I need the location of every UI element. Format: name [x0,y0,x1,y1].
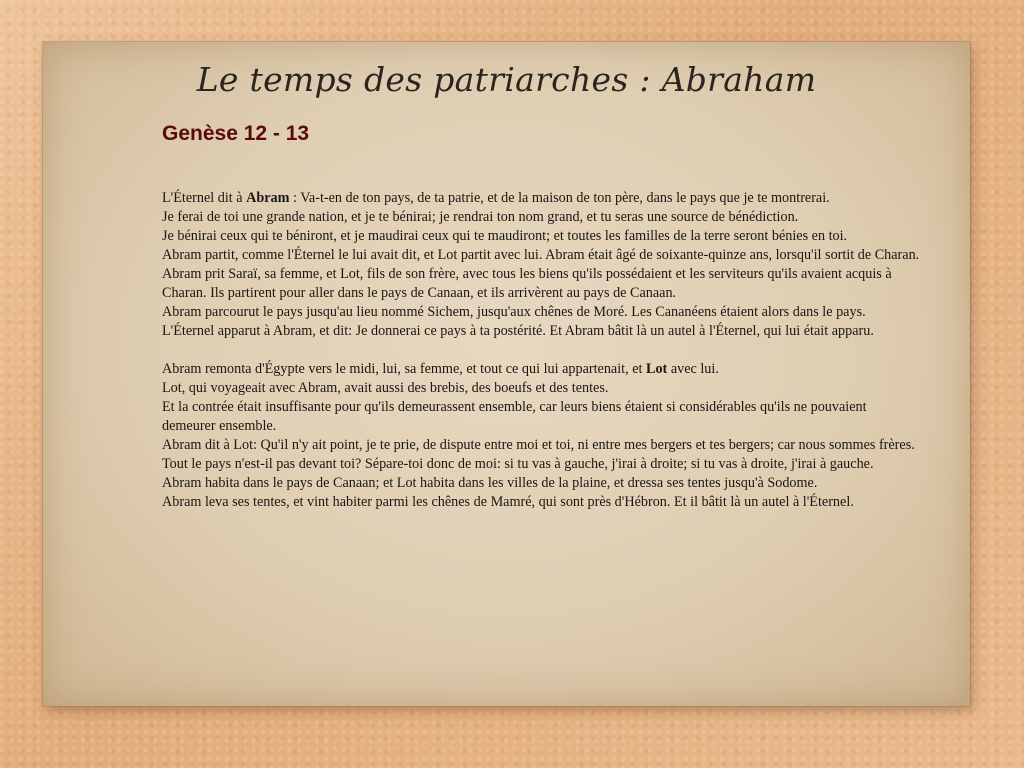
verse [162,360,922,379]
verse-text: Abram remonta d'Égypte vers le midi, lui, sa femme, et tout ce qui lui appartenait, et [162,361,646,377]
verse: Abram partit, comme l'Éternel le lui avait dit, et Lot partit avec lui. Abram était âgé de soixante-quinze ans, lorsqu'il sortit de Charan. [162,247,920,263]
page-title: Le temps des patriarches : Abraham [196,60,817,99]
verse: Abram parcourut le pays jusqu'au lieu nommé Sichem, jusqu'aux chênes de Moré. Les Cananéens étaient alors dans le pays. [162,304,866,320]
verse: L'Éternel apparut à Abram, et dit: Je donnerai ce pays à ta postérité. Et Abram bâtit là un autel à l'Éternel, qui lui était apparu. [162,323,874,339]
verse: Je bénirai ceux qui te béniront, et je maudirai ceux qui te maudiront; et toutes les familles de la terre seront bénies en toi. [162,228,848,244]
verse: Abram habita dans le pays de Canaan; et Lot habita dans les villes de la plaine, et dressa ses tentes jusqu'à Sodome. [162,475,818,491]
paragraph-gap [162,341,922,360]
verse-text: L'Éternel dit à [162,190,247,206]
verse-text: : Va-t-en de ton pays, de ta patrie, et de la maison de ton père, dans le pays que je te montrerai. [289,190,830,206]
verse: Abram leva ses tentes, et vint habiter parmi les chênes de Mamré, qui sont près d'Hébron. Et il bâtit là un autel à l'Éternel. [162,494,854,510]
verse [162,189,922,208]
verse: Abram dit à Lot: Qu'il n'y ait point, je te prie, de dispute entre moi et toi, ni entre mes bergers et tes bergers; car nous sommes frères. [162,437,915,453]
scripture-text [162,189,922,512]
verse: Tout le pays n'est-il pas devant toi? Sépare-toi donc de moi: si tu vas à gauche, j'irai à droite; si tu vas à droite, j'irai à gauche. [162,456,874,472]
verse-text: avec lui. [667,361,719,377]
verse: Je ferai de toi une grande nation, et je te bénirai; je rendrai ton nom grand, et tu seras une source de bénédiction. [162,209,799,225]
verse: Lot, qui voyageait avec Abram, avait aussi des brebis, des boeufs et des tentes. [162,380,609,396]
verse-bold-name: Lot [646,361,668,377]
scripture-reference: Genèse 12 - 13 [162,122,310,145]
parchment-page [43,42,970,706]
verse-bold-name: Abram [246,190,290,206]
verse: Et la contrée était insuffisante pour qu'ils demeurassent ensemble, car leurs biens étaient si considérables qu'ils ne pouvaient demeurer ensemble. [162,399,867,434]
verse: Abram prit Saraï, sa femme, et Lot, fils de son frère, avec tous les biens qu'ils possédaient et les serviteurs qu'ils avaient acquis à Charan. Ils partirent pour aller dans le pays de Canaan, et ils arrivèrent au pays de Canaan. [162,266,892,301]
